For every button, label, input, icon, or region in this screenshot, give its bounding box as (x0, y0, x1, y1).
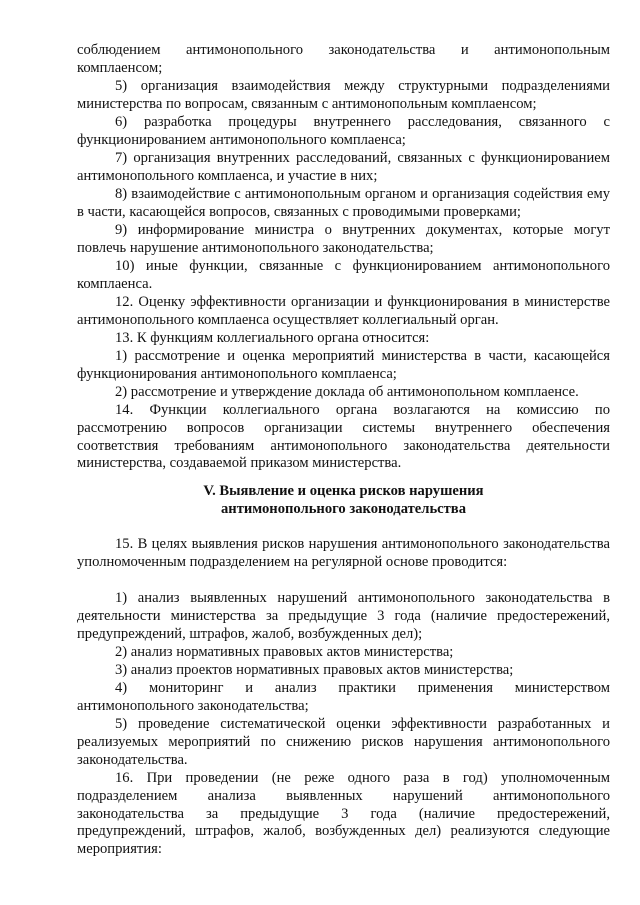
paragraph-15-item-2: 2) анализ нормативных правовых актов министерства; (115, 644, 454, 660)
paragraph-item-7: 7) организация внутренних расследований, связанных с функционированием антимонопольного комплаенса, и участие в них; (77, 150, 610, 184)
paragraph-item-8: 8) взаимодействие с антимонопольным органом и организация содействия ему в части, касающейся вопросов, связанных с проводимыми проверками; (77, 186, 610, 220)
paragraph-15-item-4: 4) мониторинг и анализ практики применения министерством антимонопольного законодательства; (77, 680, 610, 714)
paragraph-15-item-1: 1) анализ выявленных нарушений антимонопольного законодательства в деятельности министерства за предыдущие 3 года (наличие предостережений, предупреждений, штрафов, жалоб, возбужденных дел); (77, 590, 610, 642)
paragraph-item-9: 9) информирование министра о внутренних документах, которые могут повлечь нарушение антимонопольного законодательства; (77, 222, 610, 256)
paragraph-13-item-2: 2) рассмотрение и утверждение доклада об антимонопольном комплаенсе. (115, 384, 579, 400)
paragraph-15: 15. В целях выявления рисков нарушения антимонопольного законодательства уполномоченным подразделением на регулярной основе проводится: (77, 536, 610, 570)
paragraph-15-item-5: 5) проведение систематической оценки эффективности разработанных и реализуемых мероприятий по снижению рисков нарушения антимонопольного законодательства. (77, 716, 610, 768)
paragraph-16: 16. При проведении (не реже одного раза в год) уполномоченным подразделением анализа выявленных нарушений антимонопольного законодательства за предыдущие 3 года (наличие предостережений, предупреждений, штрафов, жалоб, возбужденных дел) реализуются следующие мероприятия: (77, 770, 610, 858)
paragraph-item-10: 10) иные функции, связанные с функционированием антимонопольного комплаенса. (77, 258, 610, 292)
section-heading-line-1: V. Выявление и оценка рисков нарушения (203, 483, 484, 499)
section-heading-line-2: антимонопольного законодательства (220, 501, 466, 517)
paragraph-15-item-3: 3) анализ проектов нормативных правовых актов министерства; (115, 662, 514, 678)
paragraph-item-5: 5) организация взаимодействия между структурными подразделениями министерства по вопросам, связанным с антимонопольным комплаенсом; (77, 78, 610, 112)
paragraph-continuation: соблюдением антимонопольного законодательства и антимонопольным комплаенсом; (77, 42, 610, 76)
paragraph-13-item-1: 1) рассмотрение и оценка мероприятий министерства в части, касающейся функционирования антимонопольного комплаенса; (77, 348, 610, 382)
paragraph-item-6: 6) разработка процедуры внутреннего расследования, связанного с функционированием антимонопольного комплаенса; (77, 114, 610, 148)
paragraph-14: 14. Функции коллегиального органа возлагаются на комиссию по рассмотрению вопросов организации системы внутреннего обеспечения соответствия требованиям антимонопольного законодательства деятельности министерства, создаваемой приказом министерства. (77, 402, 610, 472)
paragraph-12: 12. Оценку эффективности организации и функционирования в министерстве антимонопольного комплаенса осуществляет коллегиальный орган. (77, 294, 610, 328)
paragraph-13: 13. К функциям коллегиального органа относится: (115, 330, 430, 346)
